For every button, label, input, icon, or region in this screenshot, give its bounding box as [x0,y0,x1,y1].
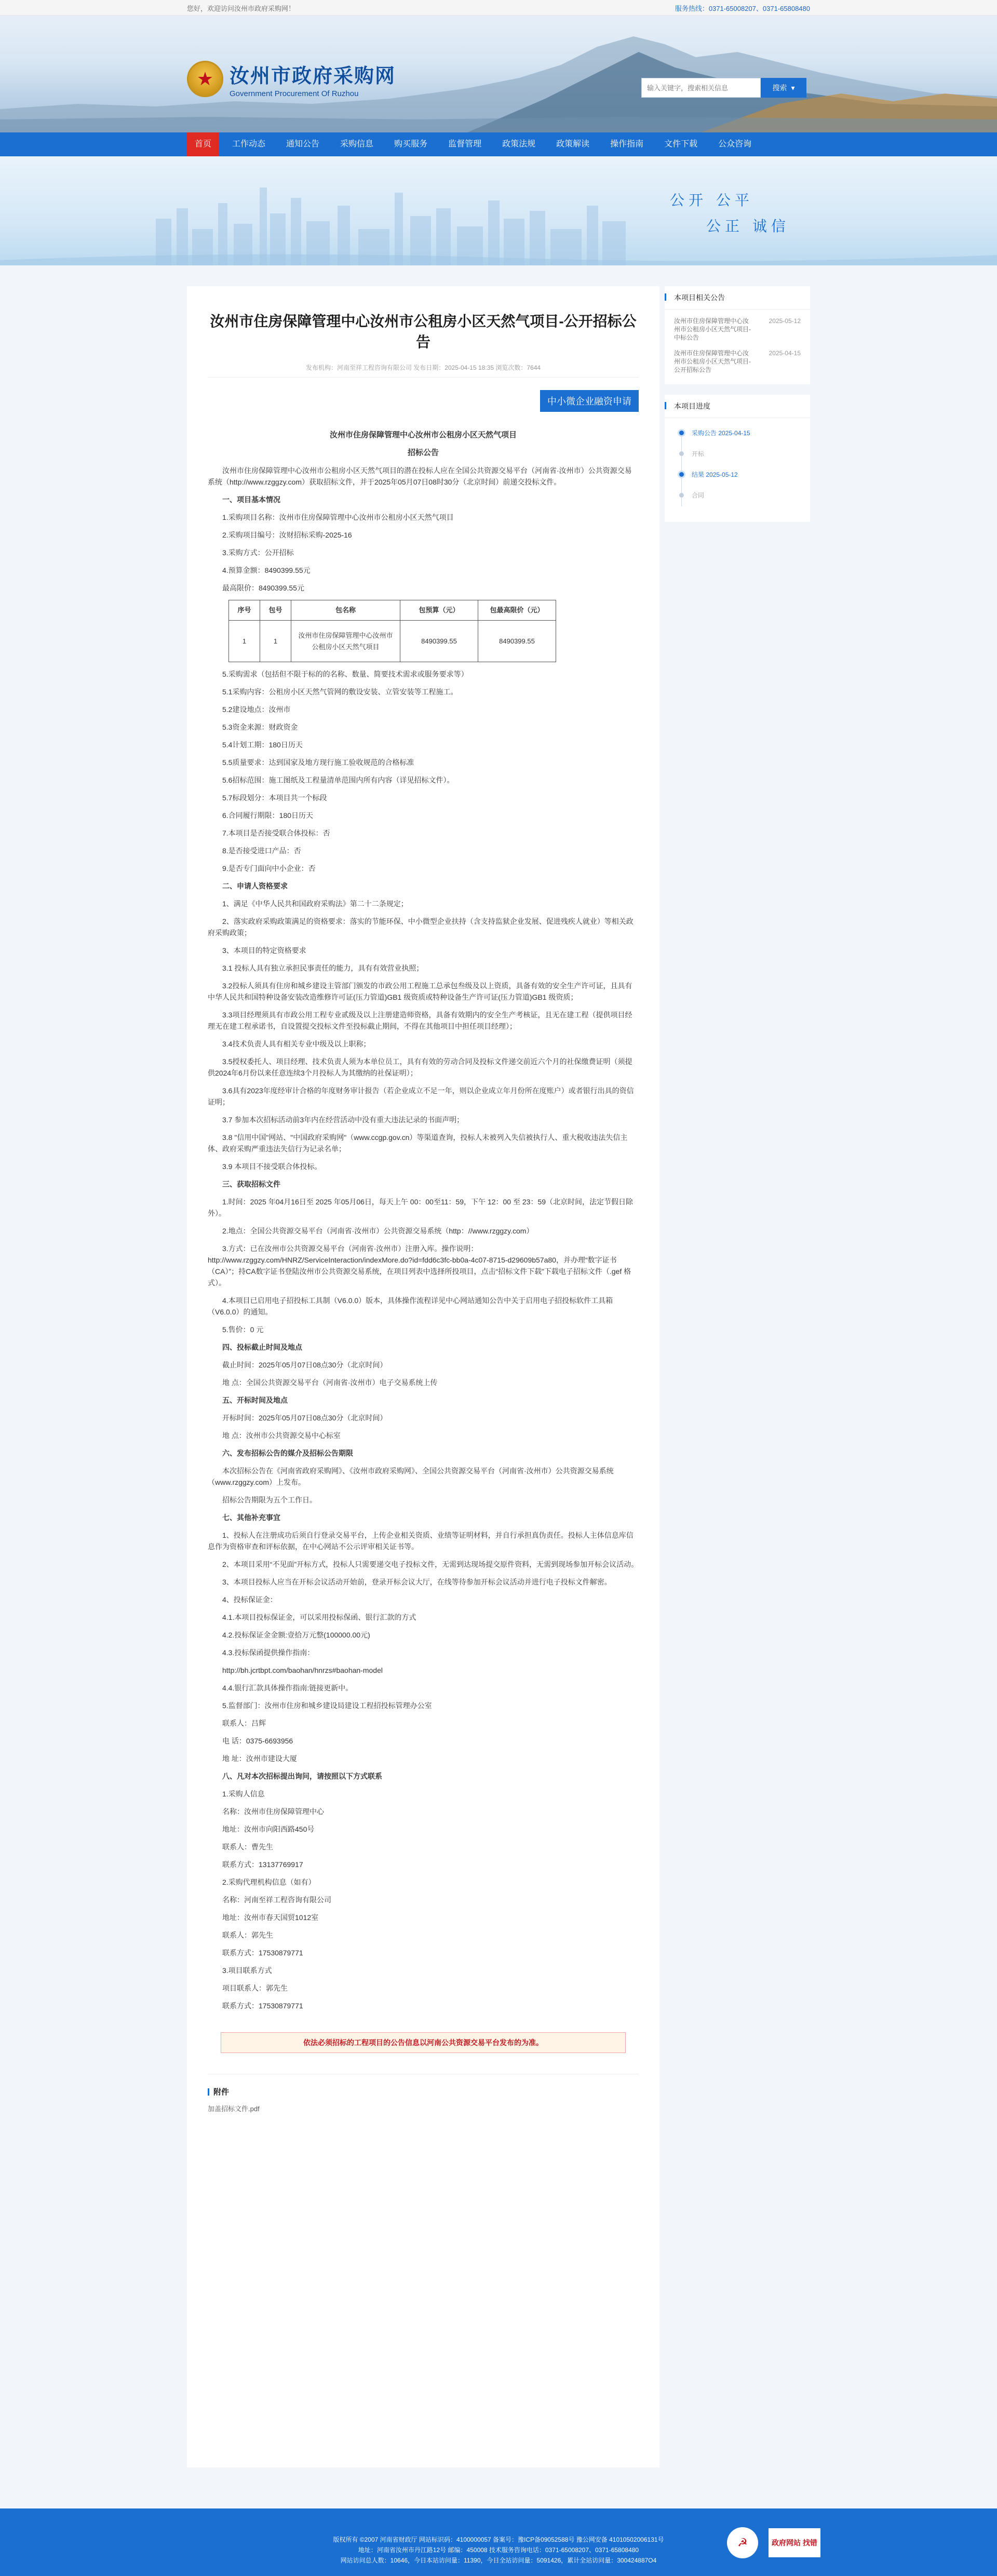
nav-item[interactable]: 通知公告 [286,140,320,149]
progress-step-label: 开标 [692,450,705,458]
nav-item[interactable]: 公众咨询 [718,140,752,149]
progress-step[interactable] [680,470,801,491]
doc-paragraph: 3.采购方式：公开招标 [222,548,294,557]
doc-paragraph: 2、落实政府采购政策满足的资格要求：落实的节能环保、中小微型企业扶持（含支持监狱企业发展、促进残疾人就业）等相关政府采购政策； [208,917,634,937]
doc-paragraph: 3.4技术负责人具有相关专业中级及以上职称； [222,1040,371,1048]
search-button[interactable]: 搜索 ▾ [761,78,806,98]
slogan: 公开 公平 公正 诚信 [670,192,790,235]
section-heading: 八、凡对本次招标提出询问，请按照以下方式联系 [222,1772,382,1780]
doc-paragraph: 5.3资金来源：财政资金 [222,723,298,731]
doc-paragraph: 4.1.本项目投标保证金，可以采用投标保函、银行汇款的方式 [222,1613,416,1621]
city-skyline-graphic [0,156,997,265]
main-nav [0,132,997,156]
doc-paragraph: 2、本项目采用“不见面”开标方式，投标人只需要递交电子投标文件，无需到达现场提交原件资料，无需到现场参加开标会议活动。 [222,1560,639,1568]
doc-paragraph: 3.方式：已在汝州市公共资源交易平台（河南省·汝州市）注册入库。操作说明：http://www.rzggzy.com/HNRZ/ServiceInteraction/indexMore.do?id=fdd6c3fc-bb0a-4c07-8715-d29609b57a80，并办理“数字证书（CA）”；持CA数字证书登陆汝州市公共资源交易系统，在项目列表中选择所投项目，点击“招标文件下载”下载电子招标文件（.gef 格式）。 [208,1244,631,1287]
footer-copyright: 版权所有 ©2007 河南省财政厅 网站标识码：4100000057 备案号：豫ICP备09052588号 豫公网安备 41010502006131号 [333,2536,664,2543]
doc-paragraph: 联系方式：17530879771 [222,1949,303,1957]
section-heading: 四、投标截止时间及地点 [222,1343,302,1351]
nav-item[interactable]: 购买服务 [394,140,428,149]
doc-paragraph: 4、投标保证金： [222,1595,277,1604]
doc-paragraph: http://bh.jcrtbpt.com/baohan/hnrzs#baohan-model [222,1666,383,1674]
doc-paragraph: 本次招标公告在《河南省政府采购网》、《汝州市政府采购网》、全国公共资源交易平台（河南省·汝州市）公共资源交易系统（www.rzggzy.com）上发布。 [208,1467,614,1486]
doc-paragraph: 3.6具有2023年度经审计合格的年度财务审计报告（若企业成立不足一年，则以企业成立年月份所在度账户）或者银行出具的资信证明； [208,1086,634,1106]
step-dot-icon [679,472,684,477]
article-panel [187,286,659,2467]
doc-paragraph: 项目联系人：郭先生 [222,1984,288,1992]
section-heading: 一、项目基本情况 [222,495,280,504]
doc-paragraph: 2.采购代理机构信息（如有） [222,1878,316,1886]
search-bar [641,78,806,98]
doc-paragraph: 3.5授权委托人、项目经理、技术负责人须为本单位员工，具有有效的劳动合同及投标文件递交前近六个月的社保缴费证明（须提供2024年6月份以来任意连续3个月投标人为其缴纳的社保证明）； [208,1057,632,1077]
doc-paragraph: 1、满足《中华人民共和国政府采购法》第二十二条规定； [222,900,408,908]
related-notice-title: 汝州市住房保障管理中心汝州市公租房小区天然气项目-公开招标公告 [674,350,751,373]
doc-paragraph: 5.1采购内容：公租房小区天然气管网的敷设安装、立管安装等工程施工。 [222,688,458,696]
search-input[interactable] [641,78,761,98]
related-heading: 本项目相关公告 [665,286,810,310]
doc-title: 汝州市住房保障管理中心汝州市公租房小区天然气项目 [329,431,517,439]
nav-item[interactable]: 政策法规 [502,140,536,149]
related-notice-item[interactable] [665,310,810,342]
section-heading: 二、申请人资格要求 [222,882,288,890]
progress-step[interactable] [680,428,801,449]
doc-paragraph: 2.地点：全国公共资源交易平台（河南省·汝州市）公共资源交易系统（http：//www.rzggzy.com） [222,1227,534,1235]
doc-paragraph: 5.7标段划分：本项目共一个标段 [222,794,327,802]
progress-step-label: 采购公告 2025-04-15 [692,430,750,437]
doc-paragraph: 5.4计划工期：180日历天 [222,741,303,749]
national-emblem-icon: ★ [187,61,223,97]
hotline-text: 服务热线：0371-65008207、0371-65808480 [675,4,810,12]
doc-paragraph: 1、投标人在注册成功后须自行登录交易平台，上传企业相关资质、业绩等证明材料，并自行承担真伪责任。投标人主体信息库信息作为资格审查和评标依据，在中心网站不公示评审相关证书等。 [208,1531,634,1551]
table-header-cell: 包最高限价（元） [478,600,556,621]
doc-paragraph: 名称：河南至祥工程咨询有限公司 [222,1896,331,1904]
doc-subtitle: 招标公告 [407,448,439,457]
package-table [228,600,556,662]
section-heading: 七、其他补充事宜 [222,1513,280,1522]
site-subtitle: Government Procurement Of Ruzhou [230,89,359,98]
doc-paragraph: 联系人：郭先生 [222,1931,273,1939]
attachment-heading: 附件 [208,2074,639,2103]
progress-heading: 本项目进度 [665,395,810,418]
nav-item[interactable]: 工作动态 [232,140,266,149]
table-cell: 汝州市住房保障管理中心汝州市公租房小区天然气项目 [291,621,400,662]
project-progress [665,395,810,522]
table-header-cell: 包号 [260,600,291,621]
doc-paragraph: 5.采购需求（包括但不限于标的的名称、数量、简要技术需求或服务要求等） [222,670,468,678]
doc-paragraph: 4.4.银行汇款具体操作指南:链接更新中。 [222,1684,353,1692]
footer-address: 地址：河南省汝州市丹江路12号 邮编：450008 技术服务咨询电话：0371-65008207、0371-65808480 [358,2546,639,2554]
gov-site-error-badge[interactable]: 政府网站 找错 [769,2528,820,2557]
doc-paragraph: 3.3项目经理须具有市政公用工程专业贰级及以上注册建造师资格，具备有效期内的安全生产考核证，且无在建工程（提供项目经理无在建工程承诺书，自设置提交投标文件至投标截止期间，不得在其他项目中担任项目经理）； [208,1011,632,1030]
doc-paragraph: 3.7 参加本次招标活动前3年内在经营活动中没有重大违法记录的书面声明； [222,1116,464,1124]
nav-item[interactable]: 文件下载 [664,140,698,149]
doc-paragraph: 2.采购项目编号：汝财招标采购-2025-16 [222,531,352,539]
doc-intro: 汝州市住房保障管理中心汝州市公租房小区天然气项目的潜在投标人应在全国公共资源交易平台（河南省·汝州市）公共资源交易系统（http://www.rzggzy.com）获取招标文件，并于2025年05月07日08时30分（北京时间）前递交投标文件。 [208,466,632,486]
doc-paragraph: 4.2.投标保证金金额:壹拾万元整(100000.00元) [222,1631,370,1639]
doc-paragraph: 4.本项目已启用电子招投标工具制（V6.0.0）版本，具体操作流程详见中心网站通知公告中关于启用电子招投标软件工具箱（V6.0.0）的通知。 [208,1296,613,1316]
doc-paragraph: 3.8 "信用中国"网站、"中国政府采购网"（www.ccgp.gov.cn）等渠道查询，投标人未被列入失信被执行人、重大税收违法失信主体、政府采购严重违法失信行为记录名单； [208,1133,628,1153]
doc-paragraph: 地址：汝州市向阳西路450号 [222,1825,315,1833]
doc-paragraph: 4.预算金额：8490399.55元 [222,566,311,574]
table-header-cell: 包预算（元） [400,600,478,621]
doc-paragraph: 4.3.投标保函提供操作指南： [222,1648,315,1657]
doc-paragraph: 截止时间：2025年05月07日08点30分（北京时间） [222,1361,387,1369]
nav-item[interactable]: 监督管理 [448,140,482,149]
doc-paragraph: 1.采购人信息 [222,1790,265,1798]
footer-stats: 网站访问总人数：10646，今日本站访问量：11390，今日全站访问量：5091426，累计全站访问量：300424887O4 [340,2557,657,2564]
sme-finance-button[interactable]: 中小微企业融资申请 [540,390,639,412]
doc-paragraph: 地 点：汝州市公共资源交易中心标室 [222,1431,341,1440]
doc-paragraph: 3、本项目投标人应当在开标会议活动开始前，登录开标会议大厅，在线等待参加开标会议活动并进行电子投标文件解密。 [222,1578,612,1586]
site-logo[interactable] [187,60,396,98]
nav-item[interactable]: 政策解读 [556,140,590,149]
doc-paragraph: 5.2建设地点：汝州市 [222,705,291,714]
banner [0,156,997,265]
progress-step [680,449,801,470]
doc-paragraph: 地 址：汝州市建设大厦 [222,1754,297,1763]
table-header-cell: 序号 [229,600,260,621]
doc-paragraph: 3、本项目的特定资格要求 [222,946,306,955]
step-dot-icon [679,431,684,435]
top-bar [0,0,997,16]
doc-paragraph: 联系人：吕辉 [222,1719,266,1727]
section-heading: 六、发布招标公告的媒介及招标公告期限 [222,1449,353,1457]
doc-paragraph: 招标公告期限为五个工作日。 [222,1496,317,1504]
progress-step-label: 合同 [692,492,705,499]
doc-paragraph: 名称：汝州市住房保障管理中心 [222,1807,324,1816]
related-notice-date: 2025-04-15 [769,350,801,357]
doc-paragraph: 7.本项目是否接受联合体投标：否 [222,829,330,837]
site-header [0,16,997,132]
doc-paragraph: 地址：汝州市春天国贸1012室 [222,1913,319,1922]
doc-paragraph: 3.9 本项目不接受联合体投标。 [222,1162,322,1171]
notice-banner: 依法必须招标的工程项目的公告信息以河南公共资源交易平台发布的为准。 [221,2032,626,2053]
step-dot-icon [679,451,684,456]
doc-paragraph: 最高限价：8490399.55元 [222,584,304,592]
doc-paragraph: 电 话：0375-6693956 [222,1737,293,1745]
site-footer [0,2508,997,2576]
table-cell: 8490399.55 [400,621,478,662]
table-cell: 1 [260,621,291,662]
table-cell: 1 [229,621,260,662]
article-title: 汝州市住房保障管理中心汝州市公租房小区天然气项目-公开招标公告 [210,313,637,350]
chevron-down-icon: ▾ [791,83,795,92]
doc-paragraph: 3.1 投标人具有独立承担民事责任的能力，具有有效营业执照； [222,964,424,972]
doc-paragraph: 8.是否接受进口产品：否 [222,847,301,855]
doc-paragraph: 地 点：全国公共资源交易平台（河南省·汝州市）电子交易系统上传 [222,1378,438,1387]
doc-paragraph: 联系方式：17530879771 [222,2002,303,2010]
welcome-text: 您好，欢迎访问汝州市政府采购网！ [187,4,295,12]
article-meta: 发布机构：河南至祥工程咨询有限公司 发布日期：2025-04-15 18:35 浏览次数：7644 [208,363,639,378]
doc-paragraph: 5.6招标范围：施工图纸及工程量清单范围内所有内容（详见招标文件）。 [222,776,454,784]
nav-item[interactable]: 操作指南 [610,140,644,149]
attachment-link[interactable]: 加盖招标文件.pdf [208,2105,260,2113]
site-title: 汝州市政府采购网 [230,64,396,87]
related-notice-date: 2025-05-12 [769,317,801,325]
doc-paragraph: 3.项目联系方式 [222,1966,272,1975]
sidebar [665,286,810,532]
related-notice-title: 汝州市住房保障管理中心汝州市公租房小区天然气项目-中标公告 [674,317,751,341]
doc-paragraph: 1.采购项目名称：汝州市住房保障管理中心汝州市公租房小区天然气项目 [222,513,454,521]
related-notices [665,286,810,384]
table-header-cell: 包名称 [291,600,400,621]
mountain-backdrop [0,16,997,132]
doc-paragraph: 5.5质量要求：达到国家及地方现行施工验收规范的合格标准 [222,758,414,767]
doc-paragraph: 联系人：曹先生 [222,1843,273,1851]
section-heading: 三、获取招标文件 [222,1180,280,1188]
doc-paragraph: 开标时间：2025年05月07日08点30分（北京时间） [222,1414,387,1422]
article-body [208,430,639,2115]
doc-paragraph: 1.时间：2025 年04月16日至 2025 年05月06日，每天上午 00：00至11：59，下午 12：00 至 23：59（北京时间，法定节假日除外）。 [208,1198,634,1217]
section-heading: 五、开标时间及地点 [222,1396,288,1404]
nav-item[interactable]: 首页 [187,132,219,156]
table-cell: 8490399.55 [478,621,556,662]
progress-step-label: 结果 2025-05-12 [692,471,738,478]
progress-step [680,491,801,512]
doc-paragraph: 3.2投标人须具有住房和城乡建设主管部门颁发的市政公用工程施工总承包叁级及以上资质，具备有效的安全生产许可证，且具有中华人民共和国特种设备安装改造维修许可证(压力管道)GB1 级资质或特种设备生产许可证(压力管道)GB1 级资质； [208,982,632,1001]
doc-paragraph: 联系方式：13137769917 [222,1860,303,1869]
party-emblem-icon: ☭ [727,2527,758,2558]
step-dot-icon [679,493,684,498]
related-notice-item[interactable] [665,342,810,374]
doc-paragraph: 5.监督部门：汝州市住房和城乡建设局建设工程招投标管理办公室 [222,1701,432,1710]
doc-paragraph: 9.是否专门面向中小企业：否 [222,864,316,873]
nav-item[interactable]: 采购信息 [340,140,374,149]
doc-paragraph: 6.合同履行期限：180日历天 [222,811,314,820]
doc-paragraph: 5.售价：0 元 [222,1325,264,1334]
